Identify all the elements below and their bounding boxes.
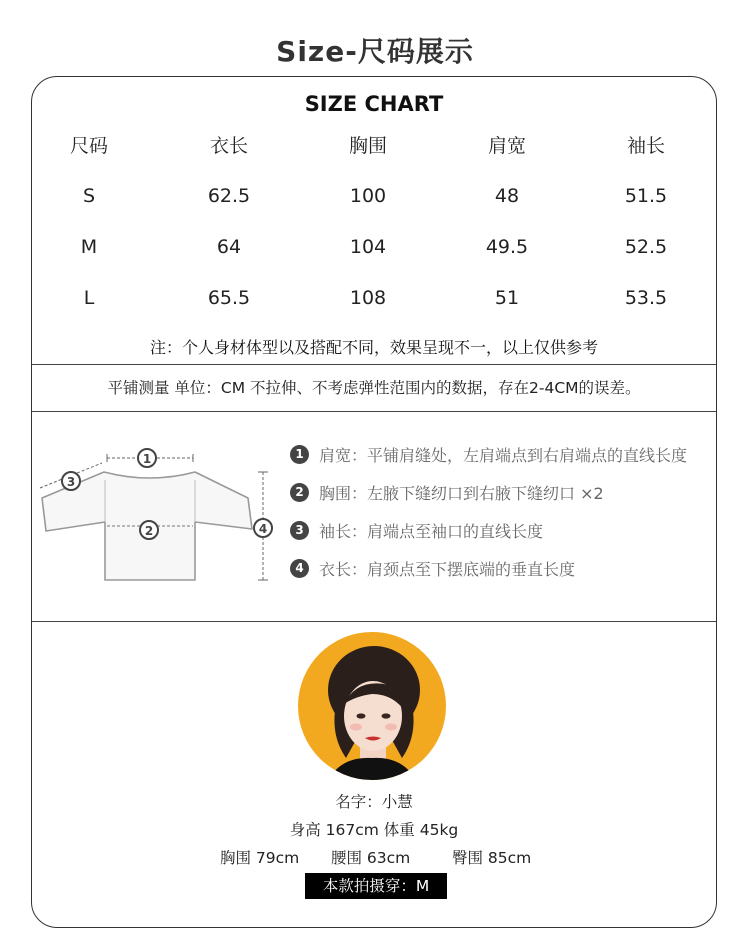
fit-note: 注：个人身材体型以及搭配不同，效果呈现不一，以上仅供参考	[149, 338, 598, 357]
page-title: Size-尺码展示	[276, 35, 474, 68]
model-bust: 胸围 79cm	[220, 849, 300, 867]
table-cell: 48	[494, 185, 520, 207]
measure-note: 平铺测量 单位：CM 不拉伸、不考虑弹性范围内的数据，存在2-4CM的误差。	[107, 379, 641, 397]
model-avatar	[298, 632, 446, 780]
table-cell: 51.5	[624, 185, 668, 207]
marker-3	[62, 472, 80, 490]
marker-2-label: 2	[144, 524, 154, 538]
size-chart-card	[31, 76, 717, 928]
legend-item-sleeve	[290, 519, 543, 543]
table-cell: 49.5	[485, 236, 529, 258]
legend-text: 胸围：左腋下缝纫口到右腋下缝纫口 ×2	[319, 484, 604, 503]
header-sleeve: 袖长	[626, 135, 665, 157]
marker-1-label: 1	[142, 452, 152, 466]
header-shoulder: 肩宽	[487, 135, 526, 157]
legend-text: 肩宽：平铺肩缝处，左肩端点到右肩端点的直线长度	[319, 446, 688, 465]
model-height-weight: 身高 167cm 体重 45kg	[289, 821, 459, 839]
legend-number: 1	[290, 445, 309, 464]
divider	[32, 364, 716, 365]
table-cell: M	[80, 236, 98, 258]
table-cell: L	[83, 287, 95, 309]
table-cell: 100	[349, 185, 387, 207]
table-cell: S	[82, 185, 96, 207]
legend-number: 2	[290, 483, 309, 502]
marker-3-label: 3	[66, 475, 76, 489]
legend-item-shoulder	[290, 443, 687, 467]
model-name: 名字：小慧	[335, 793, 413, 811]
legend-item-bust	[290, 481, 604, 505]
header-size: 尺码	[69, 135, 108, 157]
marker-4-label: 4	[258, 522, 268, 536]
tshirt-measure-diagram	[32, 422, 292, 602]
marker-2	[140, 521, 158, 539]
table-cell: 65.5	[207, 287, 251, 309]
model-hip: 臀围 85cm	[452, 849, 532, 867]
table-row	[32, 283, 716, 313]
chart-title: SIZE CHART	[304, 92, 444, 116]
legend-item-length	[290, 557, 575, 581]
table-cell: 64	[216, 236, 242, 258]
table-cell: 62.5	[207, 185, 251, 207]
legend-number: 3	[290, 521, 309, 540]
table-header-row	[32, 131, 716, 161]
header-length: 衣长	[209, 135, 248, 157]
table-cell: 104	[349, 236, 387, 258]
divider	[32, 411, 716, 412]
table-row	[32, 181, 716, 211]
header-bust: 胸围	[348, 135, 387, 157]
table-row	[32, 232, 716, 262]
marker-4	[254, 519, 272, 537]
table-cell: 108	[349, 287, 387, 309]
legend-text: 袖长：肩端点至袖口的直线长度	[319, 522, 544, 541]
legend-text: 衣长：肩颈点至下摆底端的垂直长度	[319, 560, 576, 579]
table-cell: 52.5	[624, 236, 668, 258]
model-portrait	[298, 632, 446, 780]
legend-number: 4	[290, 559, 309, 578]
table-cell: 51	[494, 287, 520, 309]
wearing-size-badge: 本款拍摄穿：M	[305, 873, 447, 899]
divider	[32, 621, 716, 622]
marker-1	[138, 449, 156, 467]
table-cell: 53.5	[624, 287, 668, 309]
model-waist: 腰围 63cm	[331, 849, 411, 867]
